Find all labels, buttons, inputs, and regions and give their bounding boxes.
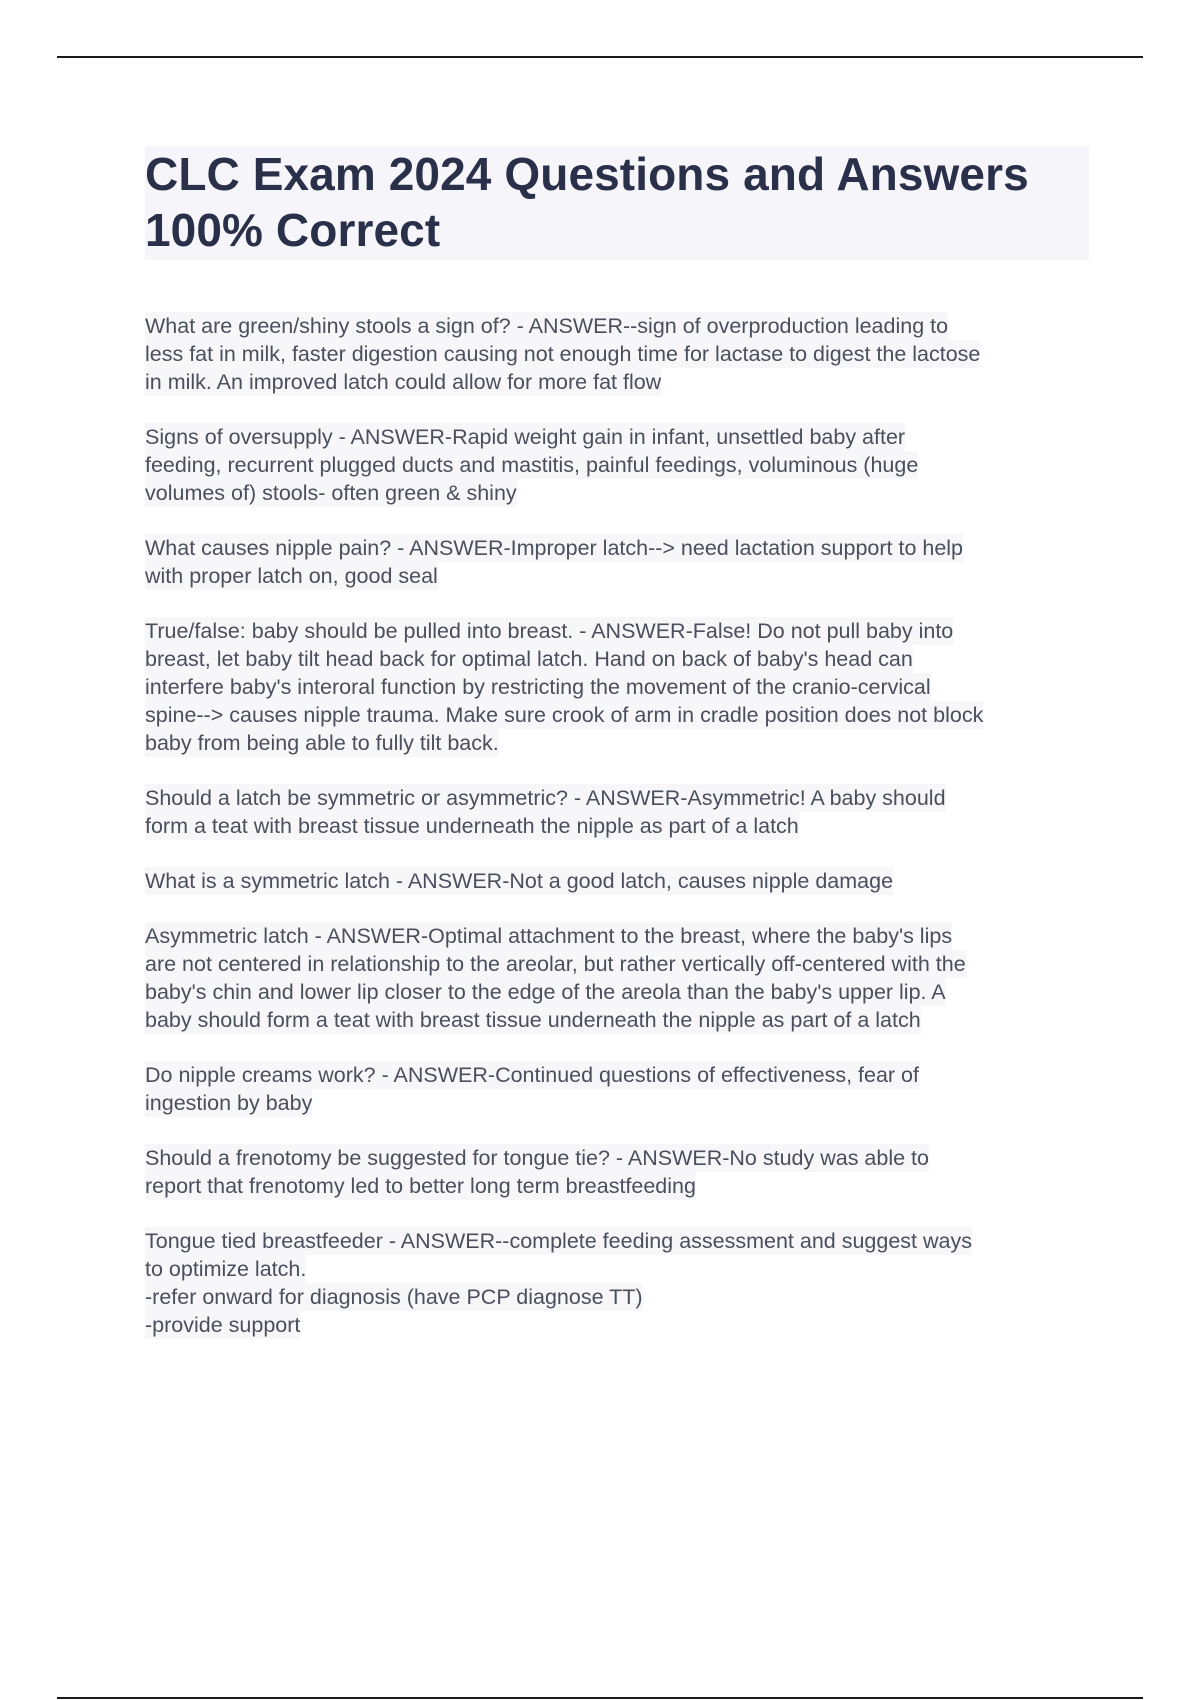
- document-body: [145, 146, 1089, 1366]
- qa-text: [145, 1061, 1089, 1117]
- qa-line: What causes nipple pain? - ANSWER-Improper latch--> need lactation support to help: [145, 536, 964, 560]
- qa-item: [145, 1144, 1089, 1200]
- qa-text: [145, 1227, 1089, 1339]
- qa-text: [145, 423, 1089, 507]
- qa-line: ingestion by baby: [145, 1091, 313, 1115]
- qa-line: Do nipple creams work? - ANSWER-Continued questions of effectiveness, fear of: [145, 1063, 919, 1087]
- qa-line: volumes of) stools- often green & shiny: [145, 481, 517, 505]
- qa-item: [145, 423, 1089, 507]
- qa-line: What are green/shiny stools a sign of? - ANSWER--sign of overproduction leading to: [145, 314, 949, 338]
- qa-line: baby from being able to fully tilt back.: [145, 731, 499, 755]
- qa-line: Asymmetric latch - ANSWER-Optimal attachment to the breast, where the baby's lips: [145, 924, 953, 948]
- qa-line: less fat in milk, faster digestion causing not enough time for lactase to digest the lactose: [145, 342, 981, 366]
- qa-line: report that frenotomy led to better long term breastfeeding: [145, 1174, 696, 1198]
- qa-line: are not centered in relationship to the areolar, but rather vertically off-centered with the: [145, 952, 966, 976]
- qa-line: feeding, recurrent plugged ducts and mastitis, painful feedings, voluminous (huge: [145, 453, 919, 477]
- qa-line: Signs of oversupply - ANSWER-Rapid weight gain in infant, unsettled baby after: [145, 425, 906, 449]
- qa-line: baby's chin and lower lip closer to the edge of the areola than the baby's upper lip. A: [145, 980, 946, 1004]
- page-title-line-1: CLC Exam 2024 Questions and Answers: [145, 148, 1029, 200]
- page-title: [145, 146, 1089, 258]
- qa-item: [145, 784, 1089, 840]
- qa-line: True/false: baby should be pulled into breast. - ANSWER-False! Do not pull baby into: [145, 619, 954, 643]
- qa-line: Should a latch be symmetric or asymmetric? - ANSWER-Asymmetric! A baby should: [145, 786, 946, 810]
- qa-list: [145, 312, 1089, 1339]
- qa-item: [145, 534, 1089, 590]
- qa-line: to optimize latch.: [145, 1257, 307, 1281]
- qa-item: [145, 312, 1089, 396]
- qa-text: [145, 312, 1089, 396]
- qa-line: Should a frenotomy be suggested for tongue tie? - ANSWER-No study was able to: [145, 1146, 929, 1170]
- qa-line: in milk. An improved latch could allow for more fat flow: [145, 370, 662, 394]
- qa-text: [145, 617, 1089, 757]
- title-block: [145, 146, 1089, 260]
- qa-line: -refer onward for diagnosis (have PCP diagnose TT): [145, 1285, 643, 1309]
- page-title-line-2: 100% Correct: [145, 204, 441, 256]
- qa-line: Tongue tied breastfeeder - ANSWER--complete feeding assessment and suggest ways: [145, 1229, 972, 1253]
- qa-text: [145, 784, 1089, 840]
- qa-item: [145, 617, 1089, 757]
- qa-text: [145, 922, 1089, 1034]
- qa-line: baby should form a teat with breast tissue underneath the nipple as part of a latch: [145, 1008, 921, 1032]
- qa-line: interfere baby's interoral function by restricting the movement of the cranio-cervical: [145, 675, 931, 699]
- qa-item: [145, 922, 1089, 1034]
- qa-item: [145, 1227, 1089, 1339]
- qa-item: [145, 1061, 1089, 1117]
- qa-line: spine--> causes nipple trauma. Make sure crook of arm in cradle position does not block: [145, 703, 984, 727]
- qa-line: -provide support: [145, 1313, 301, 1337]
- qa-line: What is a symmetric latch - ANSWER-Not a good latch, causes nipple damage: [145, 869, 894, 893]
- bottom-rule: [57, 1697, 1143, 1699]
- qa-line: with proper latch on, good seal: [145, 564, 438, 588]
- qa-text: [145, 1144, 1089, 1200]
- qa-line: breast, let baby tilt head back for optimal latch. Hand on back of baby's head can: [145, 647, 913, 671]
- qa-text: [145, 867, 1089, 895]
- qa-text: [145, 534, 1089, 590]
- qa-line: form a teat with breast tissue underneath the nipple as part of a latch: [145, 814, 799, 838]
- qa-item: [145, 867, 1089, 895]
- top-rule: [57, 56, 1143, 58]
